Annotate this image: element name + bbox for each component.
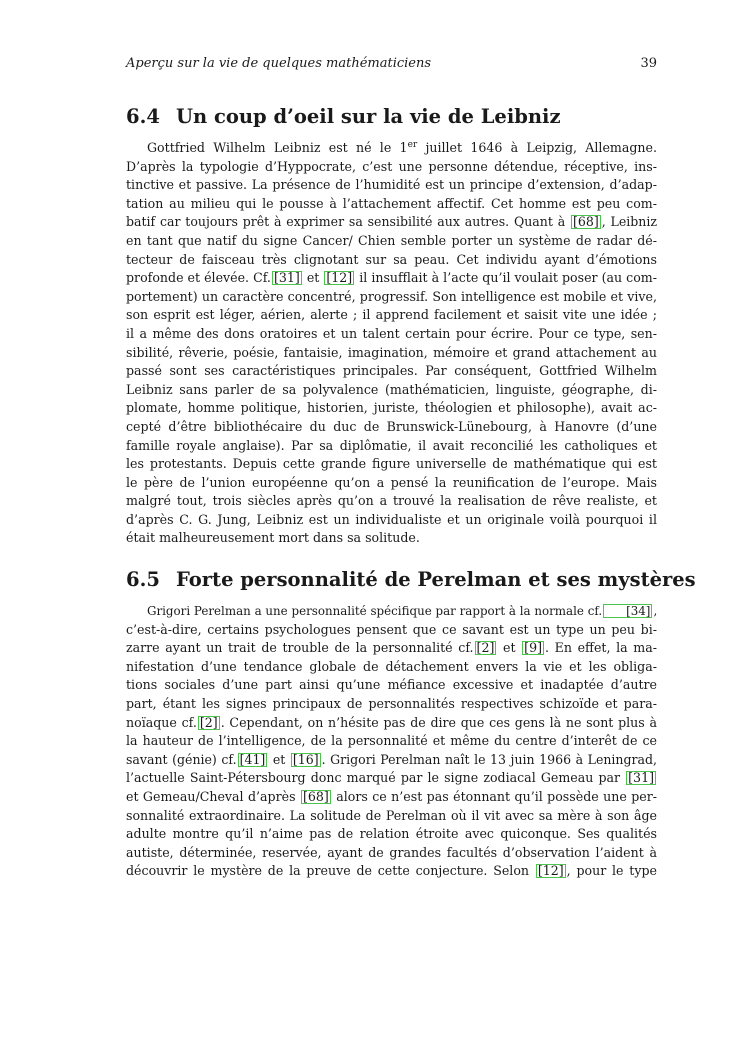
citation-link[interactable]: [9] bbox=[524, 640, 543, 656]
text-line: découvrir le mystère de la preuve de cette conjecture. Selon [12] , pour le type bbox=[126, 863, 657, 879]
text-line: cepté d’être bibliothécaire du duc de Brunswick-Lünebourg, à Hanovre (d’une bbox=[126, 418, 657, 434]
citation-link[interactable]: [12] bbox=[326, 270, 353, 286]
text-line: il a même des dons oratoires et un talent certain pour écrire. Pour ce type, sen- bbox=[126, 325, 657, 341]
text-line: noïaque cf. [2] . Cependant, on n’hésite pas de dire que ces gens là ne sont plus à bbox=[126, 714, 657, 730]
text-line: était malheureusement mort dans sa solitude. bbox=[126, 530, 420, 546]
text-line: l’actuelle Saint-Pétersbourg donc marqué par le signe zodiacal Gemeau par [31] bbox=[126, 770, 654, 786]
running-title: Aperçu sur la vie de quelques mathématiciens bbox=[126, 56, 432, 71]
section-number: 6.5 bbox=[126, 568, 160, 591]
text-line: famille royale anglaise). Par sa diplômatie, il avait reconcilié les catholiques et bbox=[126, 437, 657, 453]
text-line: adulte montre qu’il n’aime pas de relation étroite avec quiconque. Ses qualités bbox=[126, 826, 657, 842]
section-title: Un coup d’oeil sur la vie de Leibniz bbox=[176, 105, 561, 128]
text-line: zarre ayant un trait de trouble de la personnalité cf. [2] et [9] . En effet, la ma- bbox=[126, 640, 657, 656]
text-line: le père de l’union européenne qu’on a pensé la reunification de l’europe. Mais bbox=[126, 474, 657, 490]
citation-link[interactable]: [2] bbox=[476, 640, 495, 656]
superscript: er bbox=[407, 140, 418, 150]
citation-link[interactable]: [16] bbox=[292, 751, 319, 767]
citation-link[interactable]: [31] bbox=[628, 770, 654, 786]
section-heading bbox=[126, 568, 696, 592]
citation-link[interactable]: [34] bbox=[603, 604, 652, 618]
text-line: d’après C. G. Jung, Leibniz est un individualiste et un originale voilà pourquoi il bbox=[126, 511, 657, 527]
text-line: Leibniz sans parler de sa polyvalence (mathématicien, linguiste, géographe, di- bbox=[126, 381, 657, 397]
text-line: tation au milieu qui le pousse à l’attachement affectif. Cet homme est peu com- bbox=[126, 195, 657, 211]
running-head bbox=[126, 56, 657, 72]
text-line: nifestation d’une tendance globale de détachement envers la vie et les obliga- bbox=[126, 658, 657, 674]
page-number: 39 bbox=[640, 56, 657, 71]
text-line: tions sociales d’une part ainsi qu’une méfiance excessive et inadaptée d’autre bbox=[126, 677, 657, 693]
text-line: batif car toujours prêt à exprimer sa sensibilité aux autres. Quant à [68] , Leibniz bbox=[126, 214, 657, 230]
paragraph bbox=[126, 139, 657, 548]
text-line: passé sont ses caractéristiques principales. Par conséquent, Gottfried Wilhelm bbox=[126, 363, 657, 379]
text-line: les protestants. Depuis cette grande figure universelle de mathématique qui est bbox=[126, 456, 657, 472]
text-line: plomate, homme politique, historien, juriste, théologien et philosophe), avait ac- bbox=[126, 400, 657, 416]
citation-link[interactable]: [68] bbox=[573, 214, 599, 230]
text-line: la hauteur de l’intelligence, de la personnalité et même du centre d’interêt de ce bbox=[126, 733, 657, 749]
section-6-5 bbox=[126, 568, 696, 881]
text-line: tecteur de faisceau très clignotant sur sa peau. Cet individu ayant d’émotions bbox=[126, 251, 657, 267]
text-line: sonnalité extraordinaire. La solitude de Perelman où il vit avec sa mère à son âge bbox=[126, 807, 657, 823]
text-line: Gottfried Wilhelm Leibniz est né le 1er juillet 1646 à Leipzig, Allemagne. bbox=[147, 140, 657, 155]
text-line: et Gemeau/Cheval d’après [68] alors ce n’est pas étonnant qu’il possède une per- bbox=[126, 788, 657, 804]
citation-link[interactable]: [41] bbox=[239, 751, 266, 767]
citation-link[interactable]: [12] bbox=[537, 863, 564, 879]
text-line: en tant que natif du signe Cancer/ Chien semble porter un système de radar dé- bbox=[126, 232, 657, 248]
section-title: Forte personnalité de Perelman et ses mystères bbox=[176, 568, 696, 591]
citation-link[interactable]: [68] bbox=[302, 788, 329, 804]
text-line: profonde et élevée. Cf. [31] et [12] il insufflait à l’acte qu’il voulait poser (au com- bbox=[126, 270, 657, 286]
text-line: savant (génie) cf. [41] et [16] . Grigori Perelman naît le 13 juin 1966 à Leningrad, bbox=[126, 751, 657, 767]
section-6-4 bbox=[126, 105, 657, 548]
text-line: malgré tout, trois siècles après qu’on a trouvé la realisation de rêve realiste, et bbox=[126, 493, 657, 509]
section-number: 6.4 bbox=[126, 105, 160, 128]
citation-link[interactable]: [2] bbox=[199, 714, 218, 730]
text-line: sibilité, rêverie, poésie, fantaisie, imagination, mémoire et grand attachement au bbox=[126, 344, 657, 360]
text-line: portement) un caractère concentré, progressif. Son intelligence est mobile et vive, bbox=[126, 288, 657, 304]
section-heading bbox=[126, 105, 657, 129]
text-line: son esprit est léger, aérien, alerte ; il apprend facilement et saisit vite une idée ; bbox=[126, 307, 657, 323]
text-line: tinctive et passive. La présence de l’humidité est un principe d’extension, d’adap- bbox=[126, 177, 657, 193]
paragraph bbox=[126, 602, 657, 881]
text-line: D’après la typologie d’Hyppocrate, c’est une personne détendue, réceptive, ins- bbox=[126, 158, 657, 174]
text-line: Grigori Perelman a une personnalité spécifique par rapport à la normale cf. [34] , bbox=[147, 604, 658, 618]
text-line: c’est-à-dire, certains psychologues pensent que ce savant est un type un peu bi- bbox=[126, 621, 657, 637]
citation-link[interactable]: [31] bbox=[273, 270, 300, 286]
text-line: part, étant les signes principaux de personnalités respectives schizoïde et para- bbox=[126, 695, 657, 711]
text-line: autiste, déterminée, reservée, ayant de grandes facultés d’observation l’aident à bbox=[126, 844, 657, 860]
